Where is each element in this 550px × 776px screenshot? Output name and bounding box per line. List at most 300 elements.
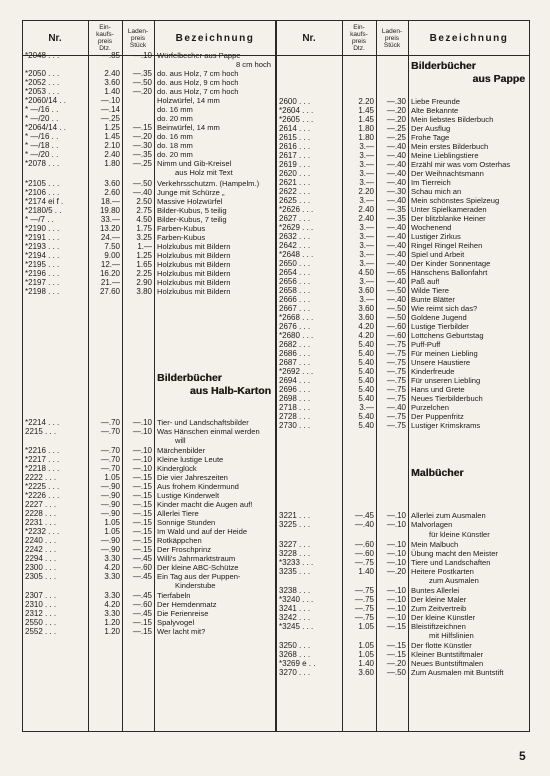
retail-price: 2.50 [136,197,152,206]
article-number: *2216 . . . [25,446,60,455]
description: Holzkubus mit Bildern [157,278,231,287]
table-row [22,188,276,197]
description: Ringel Ringel Reihen [411,241,483,250]
header-bezeichnung: Bezeichnung [429,32,509,44]
article-number: 2312 . . . [25,609,57,618]
table-row [276,331,530,340]
table-row [276,622,530,631]
table-row [22,627,276,636]
section-heading-malbuecher: Malbücher [411,467,464,479]
catalog-page [22,20,530,732]
retail-price: —.40 [386,295,406,304]
description: Lustige Tierbilder [411,322,469,331]
article-number: 2686 . . . [279,349,311,358]
retail-price: —.65 [386,268,406,277]
table-row [22,518,276,527]
retail-price: —.75 [386,367,406,376]
description: Unter Spielkameraden [411,205,487,214]
table-row [22,500,276,509]
table-row [22,87,276,96]
description: Wer lacht mit? [157,627,206,636]
retail-price: —.25 [132,159,152,168]
retail-price: —.40 [386,259,406,268]
purchase-price: 1.80 [104,159,120,168]
article-number: 2615 . . . [279,133,311,142]
retail-price: —.40 [386,277,406,286]
article-number: 2667 . . . [279,304,311,313]
table-row [276,250,530,259]
retail-price: —.10 [386,604,406,613]
article-number: 2307 . . . [25,591,57,600]
purchase-price: 13.20 [99,224,120,233]
retail-price: —.45 [132,591,152,600]
header-nr: Nr. [48,32,62,44]
description: Holzkubus mit Bildern [157,242,231,251]
table-row [276,595,530,604]
description: do. 16 mm [157,105,193,114]
purchase-price: —.60 [354,540,374,549]
table-row [22,464,276,473]
retail-price: —.75 [386,376,406,385]
purchase-price: 5.40 [358,412,374,421]
table-row [276,187,530,196]
description: Lustige Kinderwelt [157,491,220,500]
header-ladenpreis: Laden- preis Stück [381,27,403,49]
article-number: 3235 . . . [279,567,311,576]
table-row [22,123,276,132]
article-number: *2190 . . . [25,224,60,233]
retail-price: —.20 [386,659,406,668]
description: Der Hemdenmatz [157,600,217,609]
purchase-price: 4.20 [358,331,374,340]
purchase-price: 3.30 [104,591,120,600]
purchase-price: —.75 [354,604,374,613]
purchase-price: 19.80 [99,206,120,215]
retail-price: —.60 [386,322,406,331]
description: Buntes Allerlei [411,586,460,595]
description: Die vier Jahreszeiten [157,473,228,482]
retail-price: —.10 [386,586,406,595]
retail-price: —.60 [132,600,152,609]
description: Holzkubus mit Bildern [157,287,231,296]
description: Kleine lustige Leute [157,455,224,464]
description: Farben-Kubus [157,224,206,233]
table-row [276,358,530,367]
description: Kinderfreude [411,367,455,376]
retail-price: —.30 [386,97,406,106]
description: Bleistiftzeichnen [411,622,466,631]
article-number: 2730 . . . [279,421,311,430]
table-row [276,340,530,349]
description: Allerlei zum Ausmalen [411,511,486,520]
purchase-price: 24.— [100,233,120,242]
purchase-price: 1.25 [104,123,120,132]
retail-price: —.15 [132,473,152,482]
description: zum Ausmalen [429,576,479,585]
article-number: *2668 . . . [279,313,314,322]
purchase-price: 3.— [359,241,374,250]
description: Erzähl mir was vom Osterhas [411,160,511,169]
table-row [276,668,530,677]
article-number: 2617 . . . [279,151,311,160]
retail-price: —.35 [132,69,152,78]
article-number: 3250 . . . [279,641,311,650]
purchase-price: 5.40 [358,376,374,385]
purchase-price: 1.05 [358,622,374,631]
description: für kleine Künstler [429,530,490,539]
retail-price: —.40 [132,188,152,197]
description: Der Ausflug [411,124,451,133]
retail-price: —.75 [386,412,406,421]
article-number: 2622 . . . [279,187,311,196]
article-number: * —/20 . . [25,150,59,159]
purchase-price: —.90 [100,536,120,545]
article-number: *2060/14 . . [25,96,66,105]
retail-price: —.15 [132,500,152,509]
article-number: 3268 . . . [279,650,311,659]
description: Malvorlagen [411,520,453,529]
table-row [22,563,276,572]
retail-price: —.35 [386,205,406,214]
table-row [22,168,276,177]
description: Nimm und Gib-Kreisel [157,159,232,168]
header-einkaufspreis: Ein- kaufs- preis Dtz. [350,24,368,52]
description: do. 18 mm [157,141,193,150]
price-table-right [276,20,530,732]
description: Tier- und Landschaftsbilder [157,418,249,427]
retail-price: —.75 [386,340,406,349]
purchase-price: 3.— [359,232,374,241]
retail-price: —.10 [132,446,152,455]
purchase-price: —.70 [100,427,120,436]
table-row [276,106,530,115]
description: Mein Malbuch [411,540,459,549]
article-number: 3241 . . . [279,604,311,613]
purchase-price: 5.40 [358,421,374,430]
table-row [22,51,276,60]
purchase-price: —.90 [100,545,120,554]
table-row [276,567,530,576]
description: Willi's Jahrmarktstraum [157,554,236,563]
retail-price: 1.75 [136,224,152,233]
table-row [22,179,276,188]
table-row [276,322,530,331]
retail-price: 4.50 [136,215,152,224]
article-number: *2050 . . . [25,69,60,78]
description: Der Froschprinz [157,545,212,554]
table-row [22,446,276,455]
article-number: *2106 . . . [25,188,60,197]
article-number: *2064/14 . . [25,123,66,132]
description: Tiere und Landschaften [411,558,491,567]
retail-price: —.20 [132,87,152,96]
description: Im Tierreich [411,178,451,187]
table-row [276,295,530,304]
retail-price: —.10 [386,540,406,549]
retail-price: —.15 [132,123,152,132]
table-row [22,150,276,159]
table-row [22,545,276,554]
description: do. aus Holz, 7 cm hoch [157,69,239,78]
purchase-price: 5.40 [358,349,374,358]
article-number: 3238 . . . [279,586,311,595]
table-row [276,613,530,622]
retail-price: —.40 [386,142,406,151]
retail-price: —.15 [132,527,152,536]
retail-price: —.40 [386,151,406,160]
table-row [22,105,276,114]
retail-price: —.10 [386,558,406,567]
article-number: 2215 . . . [25,427,57,436]
table-row [22,78,276,87]
table-row [276,540,530,549]
purchase-price: —.85 [100,51,120,60]
retail-price: —.15 [386,622,406,631]
description: aus Holz mit Text [175,168,233,177]
retail-price: —.10 [132,427,152,436]
retail-price: —.50 [132,78,152,87]
retail-price: —.45 [132,572,152,581]
retail-price: —.15 [132,509,152,518]
article-number: *2196 . . . [25,269,60,278]
article-number: 2227 . . . [25,500,57,509]
retail-price: —.10 [386,511,406,520]
description: Farben-Kubus [157,233,206,242]
purchase-price: 3.60 [358,304,374,313]
article-number: 2614 . . . [279,124,311,133]
table-row [276,604,530,613]
purchase-price: —.70 [100,455,120,464]
retail-price: —.40 [386,169,406,178]
article-number: 2231 . . . [25,518,57,527]
retail-price: —.40 [386,232,406,241]
purchase-price: 3.— [359,160,374,169]
purchase-price: 1.45 [104,132,120,141]
description: Mein erstes Bilderbuch [411,142,489,151]
retail-price: —.15 [132,518,152,527]
article-number: * —/20 . . [25,114,59,123]
table-row [22,132,276,141]
article-number: 3228 . . . [279,549,311,558]
purchase-price: —.75 [354,558,374,567]
table-row [22,609,276,618]
table-row [276,641,530,650]
article-number: *2193 . . . [25,242,60,251]
table-row [276,403,530,412]
table-row [22,591,276,600]
table-row [22,114,276,123]
description: Wilde Tiere [411,286,449,295]
description: mit Hilfslinien [429,631,474,640]
description: do. 20 mm [157,150,193,159]
article-number: * —/16 . . [25,132,59,141]
retail-price: —.10 [386,549,406,558]
article-number: *2105 . . . [25,179,60,188]
retail-price: 2.25 [136,269,152,278]
article-number: * —/16 . . [25,105,59,114]
description: Hänschens Ballonfahrt [411,268,488,277]
table-row [22,491,276,500]
retail-price: —.75 [386,358,406,367]
purchase-price: 3.— [359,295,374,304]
table-row [276,650,530,659]
purchase-price: 1.40 [358,567,374,576]
retail-price: —.15 [132,491,152,500]
description: Purzelchen [411,403,449,412]
retail-price: —.50 [386,304,406,313]
table-row [276,520,530,529]
table-row [276,133,530,142]
table-row [22,224,276,233]
article-number: 3227 . . . [279,540,311,549]
purchase-price: 2.40 [358,205,374,214]
description: Puff-Puff [411,340,441,349]
header-ladenpreis: Laden- preis Stück [127,27,149,49]
description: will [175,436,186,445]
article-number: *2195 . . . [25,260,60,269]
table-row [22,159,276,168]
description: Der kleine Künstler [411,613,476,622]
section-heading-pappe: Bilderbücher aus Pappe [411,60,525,85]
article-number: 2654 . . . [279,268,311,277]
retail-price: —.40 [386,160,406,169]
description: Aus frohem Kindermund [157,482,239,491]
retail-price: —.75 [386,349,406,358]
description: do. aus Holz, 9 cm hoch [157,78,239,87]
article-number: 2619 . . . [279,160,311,169]
purchase-price: 2.40 [104,69,120,78]
description: Wie reimt sich das? [411,304,478,313]
purchase-price: 1.05 [358,641,374,650]
description: Kinder macht die Augen auf! [157,500,253,509]
retail-price: —.50 [386,286,406,295]
article-number: *2218 . . . [25,464,60,473]
description: Zum Ausmalen mit Buntstift [411,668,504,677]
purchase-price: —.90 [100,491,120,500]
retail-price: —.10 [386,520,406,529]
article-number: 2620 . . . [279,169,311,178]
table-row [276,558,530,567]
retail-price: —.10 [132,464,152,473]
description: Der kleine Maler [411,595,467,604]
table-row [276,659,530,668]
retail-price: 3.25 [136,233,152,242]
purchase-price: 3.— [359,142,374,151]
article-number: 3221 . . . [279,511,311,520]
table-row [22,69,276,78]
purchase-price: —.75 [354,586,374,595]
article-number: 2621 . . . [279,178,311,187]
retail-price: 3.80 [136,287,152,296]
purchase-price: —.10 [100,96,120,105]
retail-price: —.25 [386,124,406,133]
description: Der kleine ABC-Schütze [157,563,239,572]
purchase-price: 1.80 [358,124,374,133]
description: Allerlei Tiere [157,509,199,518]
table-row [276,223,530,232]
description: Spalyvogel [157,618,195,627]
purchase-price: 3.— [359,223,374,232]
description: Der Weihnachtsmann [411,169,484,178]
retail-price: —.15 [132,627,152,636]
article-number: 2240 . . . [25,536,57,545]
purchase-price: 1.80 [358,133,374,142]
table-row [22,473,276,482]
purchase-price: 5.40 [358,340,374,349]
table-row [276,214,530,223]
table-row [22,206,276,215]
description: Schau mich an [411,187,462,196]
table-row [22,482,276,491]
table-row [22,600,276,609]
purchase-price: 1.40 [104,87,120,96]
retail-price: —.45 [132,609,152,618]
article-number: 2666 . . . [279,295,311,304]
article-number: 2694 . . . [279,376,311,385]
retail-price: —.75 [386,421,406,430]
table-row [276,142,530,151]
description: Märchenbilder [157,446,206,455]
retail-price: —.15 [386,641,406,650]
table-row [276,576,530,585]
table-row [22,554,276,563]
article-number: 2550 . . . [25,618,57,627]
purchase-price: 5.40 [358,394,374,403]
purchase-price: 5.40 [358,385,374,394]
article-number: *2194 . . . [25,251,60,260]
table-row [276,349,530,358]
table-row [22,527,276,536]
article-number: 2650 . . . [279,259,311,268]
purchase-price: —.90 [100,509,120,518]
article-number: 2718 . . . [279,403,311,412]
purchase-price: 1.45 [358,106,374,115]
retail-price: —.35 [132,150,152,159]
purchase-price: 4.20 [104,563,120,572]
retail-price: —.15 [132,545,152,554]
purchase-price: 2.60 [104,188,120,197]
article-number: 2616 . . . [279,142,311,151]
purchase-price: 5.40 [358,367,374,376]
description: Massive Holzwürfel [157,197,223,206]
table-row [276,115,530,124]
purchase-price: 1.20 [104,618,120,627]
purchase-price: 1.40 [358,659,374,668]
header-nr: Nr. [302,32,316,44]
table-row [276,394,530,403]
article-number: *3240 . . . [279,595,314,604]
article-number: 2222 . . . [25,473,57,482]
retail-price: —.45 [132,554,152,563]
description: Der Kinder Sonnentage [411,259,491,268]
description: Holzkubus mit Bildern [157,251,231,260]
description: Meine Lieblingstiere [411,151,479,160]
article-number: 2658 . . . [279,286,311,295]
description: Paß auf! [411,277,440,286]
purchase-price: 3.30 [104,572,120,581]
header-einkaufspreis: Ein- kaufs- preis Dtz. [96,24,114,52]
description: Goldene Jugend [411,313,467,322]
table-row [22,287,276,296]
article-number: *2604 . . . [279,106,314,115]
table-row [22,427,276,436]
description: Wochenend [411,223,452,232]
article-number: 2696 . . . [279,385,311,394]
description: Lottchens Geburtstag [411,331,484,340]
purchase-price: 4.20 [104,600,120,609]
article-number: *2217 . . . [25,455,60,464]
article-number: *2174 ei f . [25,197,64,206]
